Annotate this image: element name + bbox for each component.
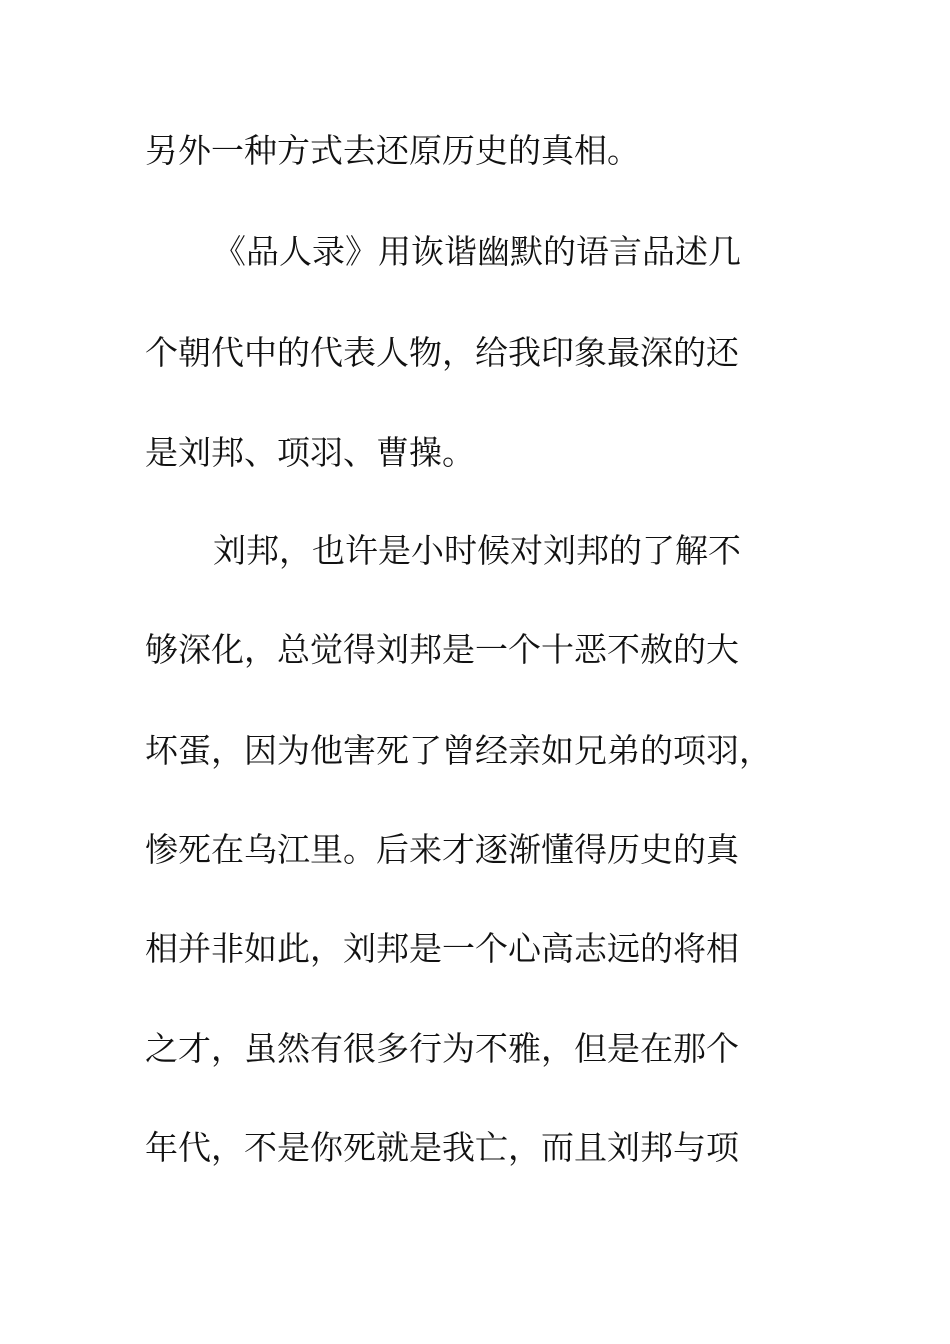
text-line: 个朝代中的代表人物，给我印象最深的还 (145, 333, 739, 372)
text-line: 够深化，总觉得刘邦是一个十恶不赦的大 (145, 630, 739, 669)
text-line: 之才，虽然有很多行为不雅，但是在那个 (145, 1029, 739, 1068)
text-line: 坏蛋，因为他害死了曾经亲如兄弟的项羽， (145, 731, 772, 770)
text-line: 相并非如此，刘邦是一个心高志远的将相 (145, 929, 739, 968)
text-line: 另外一种方式去还原历史的真相。 (145, 131, 640, 170)
text-line: 是刘邦、项羽、曹操。 (145, 433, 475, 472)
text-line: 刘邦，也许是小时候对刘邦的了解不 (213, 531, 741, 570)
text-line: 《品人录》用诙谐幽默的语言品述几 (213, 232, 741, 271)
text-line: 惨死在乌江里。后来才逐渐懂得历史的真 (145, 830, 739, 869)
text-line: 年代，不是你死就是我亡，而且刘邦与项 (145, 1128, 739, 1167)
